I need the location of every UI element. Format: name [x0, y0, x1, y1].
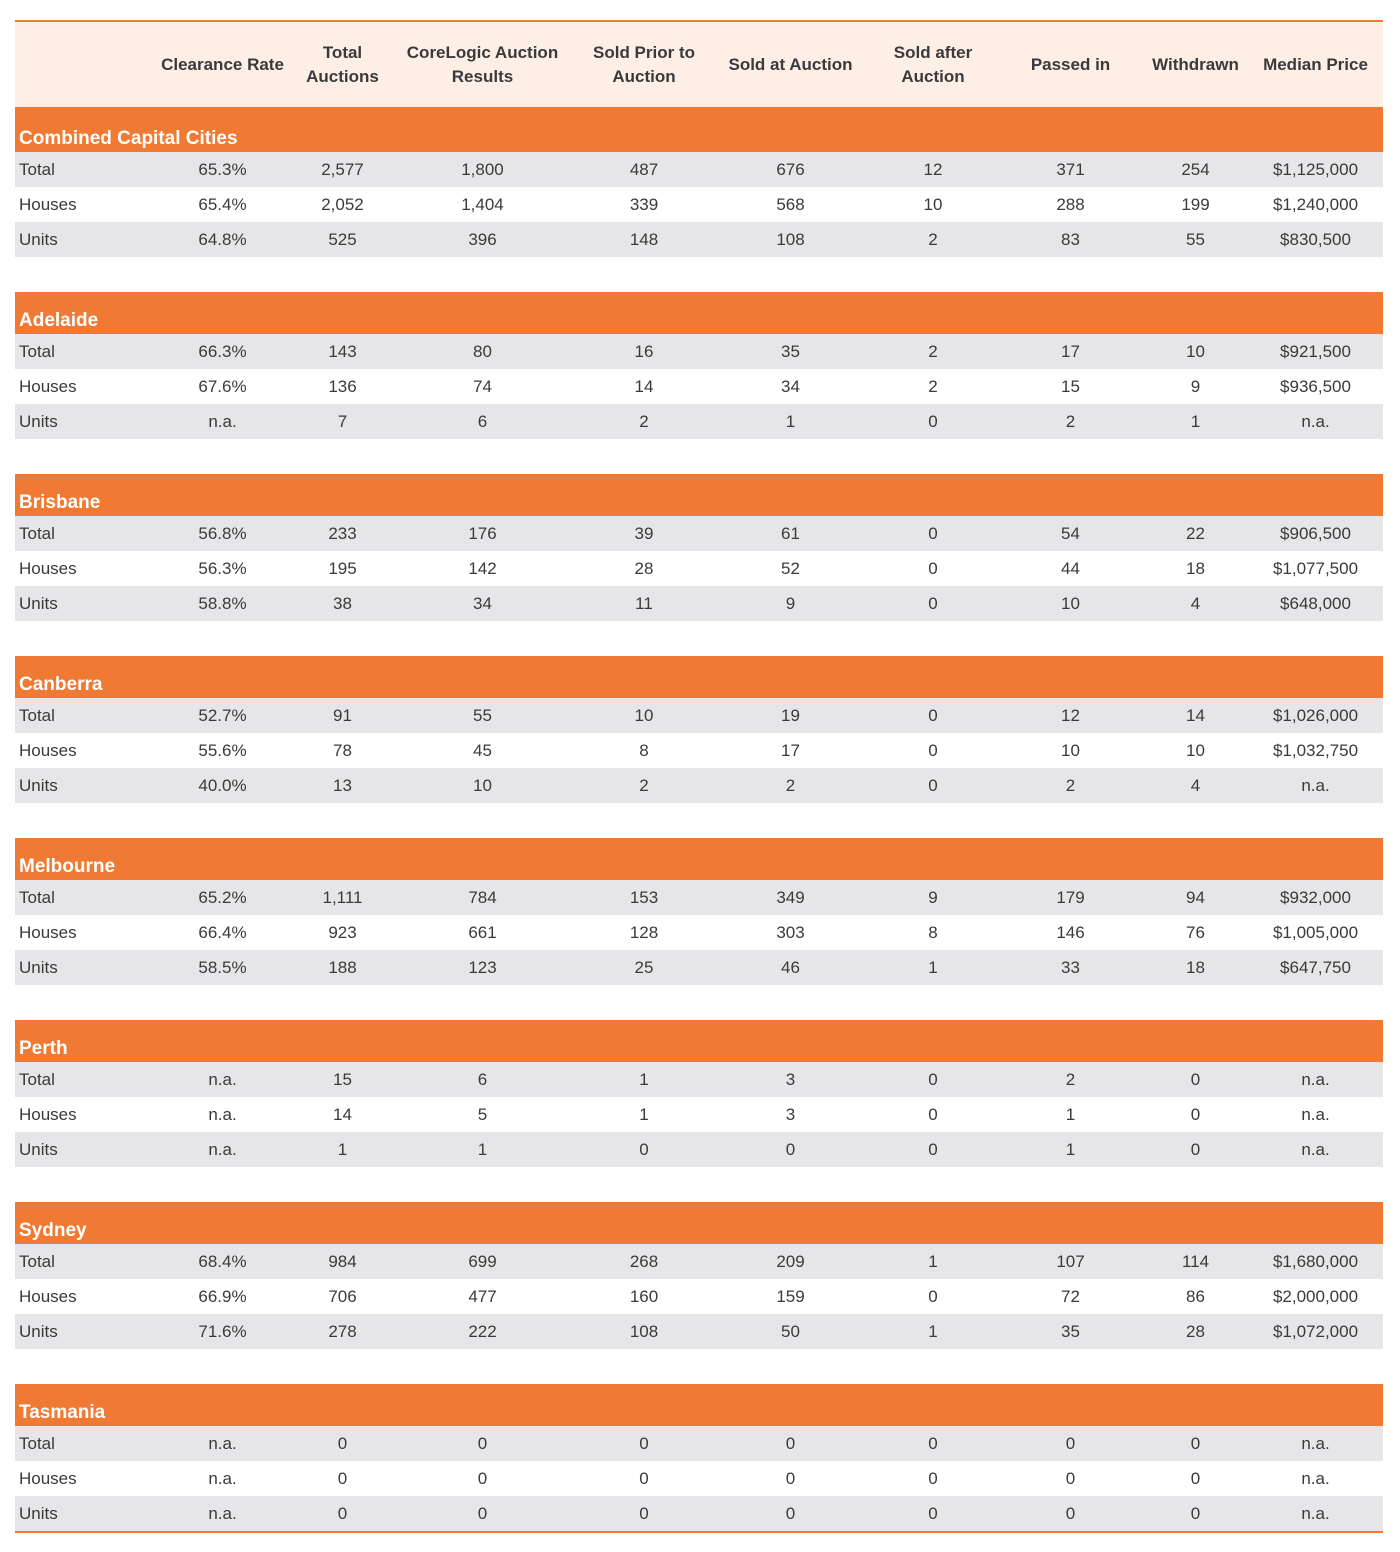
table-row [15, 1244, 1383, 1279]
table-cell: 0 [928, 1069, 938, 1089]
table-row [15, 880, 1383, 915]
table-cell: $1,240,000 [1272, 194, 1359, 214]
table-cell: 188 [328, 957, 357, 977]
table-cell: 0 [477, 1433, 488, 1453]
table-cell: 0 [1065, 1503, 1076, 1523]
table-cell: 0 [639, 1468, 649, 1488]
table-cell: 55.6% [198, 740, 247, 760]
table-cell: 4 [1190, 775, 1201, 795]
table-cell: 17 [781, 740, 800, 760]
table-cell: 15 [1061, 376, 1080, 396]
table-cell: n.a. [208, 1468, 237, 1488]
row-label: Total [19, 1251, 55, 1271]
table-cell: n.a. [208, 1433, 237, 1453]
table-cell: 128 [629, 922, 659, 942]
table-cell: 55 [1186, 229, 1205, 249]
table-cell: 0 [337, 1433, 348, 1453]
table-cell: 16 [634, 341, 654, 361]
table-cell: 2 [1065, 1069, 1076, 1089]
table-cell: 8 [639, 740, 649, 760]
table-row [15, 1279, 1383, 1314]
row-label: Units [19, 411, 58, 431]
table-row [15, 698, 1383, 733]
table-cell: 108 [629, 1321, 659, 1341]
section-title: Adelaide [15, 292, 1383, 334]
table-cell: 487 [629, 159, 659, 179]
table-cell: 64.8% [198, 229, 247, 249]
table-cell: 568 [776, 194, 805, 214]
table-cell: n.a. [208, 411, 237, 431]
table-cell: 66.3% [198, 341, 247, 361]
table-row [15, 1496, 1383, 1531]
table-cell: 0 [1190, 1433, 1201, 1453]
table-cell: 17 [1061, 341, 1080, 361]
table-cell: 699 [468, 1251, 497, 1271]
table-cell: $1,077,500 [1272, 558, 1359, 578]
section-title: Sydney [15, 1202, 1383, 1244]
table-cell: 176 [468, 523, 497, 543]
row-label: Total [19, 341, 55, 361]
table-cell: n.a. [208, 1503, 237, 1523]
row-label: Units [19, 1503, 58, 1523]
header-cell-sold-at-auction: Sold at Auction [728, 54, 853, 74]
table-cell: 14 [1186, 705, 1205, 725]
table-cell: 12 [923, 159, 943, 179]
table-cell: 2 [928, 376, 938, 396]
table-cell: 706 [328, 1286, 357, 1306]
table-cell: 56.3% [198, 558, 247, 578]
table-cell: 0 [477, 1468, 488, 1488]
table-cell: $1,680,000 [1272, 1251, 1359, 1271]
table-cell: 0 [1190, 1503, 1201, 1523]
table-row [15, 1314, 1383, 1349]
header-cell-corelogic-results: CoreLogic Auction Results [406, 42, 559, 86]
table-cell: 66.9% [198, 1286, 247, 1306]
table-cell: 2 [928, 341, 938, 361]
table-cell: 1,404 [461, 194, 504, 214]
table-cell: 2,577 [321, 159, 364, 179]
table-row [15, 222, 1383, 257]
row-label: Total [19, 1433, 55, 1453]
table-row [15, 1426, 1383, 1461]
table-cell: 0 [1190, 1104, 1201, 1124]
table-cell: 303 [776, 922, 805, 942]
table-cell: 0 [928, 705, 938, 725]
table-cell: $1,032,750 [1272, 740, 1359, 760]
table-cell: 0 [928, 740, 938, 760]
row-label: Total [19, 159, 55, 179]
section-title: Tasmania [15, 1384, 1383, 1426]
table-cell: 14 [634, 376, 654, 396]
table-cell: 0 [785, 1503, 796, 1523]
table-cell: 86 [1186, 1286, 1205, 1306]
table-row [15, 404, 1383, 439]
table-cell: $830,500 [1280, 229, 1351, 249]
table-cell: 22 [1186, 523, 1205, 543]
table-cell: 923 [328, 922, 357, 942]
table-cell: 15 [333, 1069, 352, 1089]
table-cell: 10 [923, 194, 943, 214]
table-cell: 396 [468, 229, 497, 249]
table-cell: 288 [1056, 194, 1085, 214]
table-row [15, 950, 1383, 985]
table-row [15, 915, 1383, 950]
table-cell: 28 [1186, 1321, 1205, 1341]
table-cell: 0 [1065, 1433, 1076, 1453]
table-cell: 0 [928, 523, 938, 543]
table-cell: 148 [629, 229, 659, 249]
table-cell: 1 [928, 1251, 938, 1271]
table-row [15, 551, 1383, 586]
table-cell: 6 [477, 411, 488, 431]
table-cell: n.a. [1301, 411, 1330, 431]
section-gap [15, 621, 1383, 656]
table-cell: 83 [1061, 229, 1080, 249]
section-title: Perth [15, 1020, 1383, 1062]
table-cell: 254 [1181, 159, 1210, 179]
table-cell: 0 [785, 1139, 796, 1159]
section-gap [15, 257, 1383, 292]
table-cell: 268 [629, 1251, 659, 1271]
table-row [15, 1097, 1383, 1132]
table-cell: 33 [1061, 957, 1080, 977]
table-row [15, 768, 1383, 803]
table-cell: $1,005,000 [1272, 922, 1359, 942]
row-label: Units [19, 593, 58, 613]
table-cell: 477 [468, 1286, 497, 1306]
table-cell: 0 [928, 1468, 938, 1488]
table-cell: $936,500 [1280, 376, 1351, 396]
table-cell: 35 [1061, 1321, 1080, 1341]
table-cell: 0 [1065, 1468, 1076, 1488]
table-cell: 1 [785, 411, 796, 431]
table-cell: 136 [328, 376, 357, 396]
table-cell: 39 [634, 523, 654, 543]
table-cell: 0 [928, 1503, 938, 1523]
table-row [15, 1132, 1383, 1167]
table-cell: 8 [928, 922, 938, 942]
table-cell: 2 [928, 229, 938, 249]
section-gap [15, 803, 1383, 838]
auction-results-table [15, 20, 1383, 1533]
table-cell: 0 [928, 775, 938, 795]
table-row [15, 152, 1383, 187]
table-cell: 0 [928, 1139, 938, 1159]
row-label: Total [19, 523, 55, 543]
section-title: Brisbane [15, 474, 1383, 516]
table-cell: 0 [477, 1503, 488, 1523]
table-row [15, 516, 1383, 551]
table-cell: 1 [928, 957, 938, 977]
table-cell: 108 [776, 229, 805, 249]
table-cell: n.a. [1301, 775, 1330, 795]
table-cell: 5 [477, 1104, 488, 1124]
table-cell: n.a. [1301, 1468, 1330, 1488]
table-cell: 195 [328, 558, 357, 578]
table-cell: 2 [639, 411, 649, 431]
table-cell: 46 [781, 957, 800, 977]
table-cell: 1 [928, 1321, 938, 1341]
row-label: Houses [19, 376, 77, 396]
table-cell: 65.4% [198, 194, 247, 214]
table-cell: 2,052 [321, 194, 364, 214]
table-cell: 339 [629, 194, 659, 214]
table-header [15, 22, 1383, 110]
table-cell: 2 [1065, 411, 1076, 431]
table-cell: 7 [337, 411, 348, 431]
table-cell: 2 [639, 775, 649, 795]
table-cell: 91 [333, 705, 352, 725]
table-cell: 67.6% [198, 376, 247, 396]
table-cell: $932,000 [1280, 887, 1351, 907]
table-cell: 9 [1190, 376, 1201, 396]
table-cell: 142 [468, 558, 497, 578]
table-cell: 661 [468, 922, 497, 942]
row-label: Total [19, 1069, 55, 1089]
header-cell-total-auctions: Total Auctions [306, 42, 379, 86]
table-cell: 0 [928, 558, 938, 578]
table-cell: 74 [473, 376, 492, 396]
table-cell: $1,125,000 [1272, 159, 1359, 179]
table-cell: n.a. [1301, 1433, 1330, 1453]
header-cell-withdrawn: Withdrawn [1152, 54, 1239, 74]
table-cell: 28 [634, 558, 654, 578]
table-cell: 160 [629, 1286, 659, 1306]
table-cell: 94 [1186, 887, 1205, 907]
table-cell: $906,500 [1280, 523, 1351, 543]
table-cell: 3 [785, 1104, 796, 1124]
table-cell: 76 [1186, 922, 1205, 942]
table-cell: 0 [928, 593, 938, 613]
table-cell: 65.2% [198, 887, 247, 907]
row-label: Units [19, 1321, 58, 1341]
table-cell: 209 [776, 1251, 805, 1271]
table-cell: 0 [785, 1433, 796, 1453]
table-cell: 0 [785, 1468, 796, 1488]
row-label: Houses [19, 740, 77, 760]
table-cell: 40.0% [198, 775, 247, 795]
table-cell: 159 [776, 1286, 805, 1306]
table-cell: 1 [1065, 1104, 1076, 1124]
table-cell: 10 [473, 775, 492, 795]
row-label: Total [19, 705, 55, 725]
table-cell: n.a. [208, 1139, 237, 1159]
table-cell: 13 [333, 775, 352, 795]
table-row [15, 369, 1383, 404]
table-row [15, 187, 1383, 222]
table-cell: n.a. [1301, 1503, 1330, 1523]
table-row [15, 334, 1383, 369]
section-gap [15, 1349, 1383, 1384]
table-cell: 278 [328, 1321, 357, 1341]
table-cell: n.a. [1301, 1104, 1330, 1124]
table-cell: 2 [1065, 775, 1076, 795]
table-cell: 1 [639, 1104, 649, 1124]
table-cell: 65.3% [198, 159, 247, 179]
table-cell: n.a. [208, 1069, 237, 1089]
table-cell: 784 [468, 887, 497, 907]
table-cell: 1 [639, 1069, 649, 1089]
header-cell-sold-prior: Sold Prior to Auction [593, 42, 695, 86]
table-cell: n.a. [208, 1104, 237, 1124]
row-label: Houses [19, 1286, 77, 1306]
row-label: Houses [19, 1104, 77, 1124]
table-cell: $648,000 [1280, 593, 1351, 613]
table-cell: 1 [1065, 1139, 1076, 1159]
table-row [15, 1461, 1383, 1496]
row-label: Units [19, 957, 58, 977]
table-cell: 35 [781, 341, 800, 361]
table-cell: 1 [1190, 411, 1201, 431]
section-gap [15, 1167, 1383, 1202]
table-cell: 68.4% [198, 1251, 247, 1271]
section-title: Melbourne [15, 838, 1383, 880]
table-cell: 38 [333, 593, 352, 613]
table-cell: 0 [928, 411, 938, 431]
row-label: Units [19, 1139, 58, 1159]
table-cell: 1,800 [461, 159, 504, 179]
row-label: Houses [19, 1468, 77, 1488]
table-cell: 0 [928, 1286, 938, 1306]
table-cell: 0 [639, 1503, 649, 1523]
table-cell: 50 [781, 1321, 800, 1341]
table-cell: 80 [473, 341, 492, 361]
table-cell: 19 [781, 705, 800, 725]
table-cell: 0 [337, 1503, 348, 1523]
table-cell: 676 [776, 159, 805, 179]
header-cell-sold-after: Sold after Auction [893, 42, 973, 86]
table-cell: 52.7% [198, 705, 247, 725]
table-bottom-rule [15, 1531, 1383, 1533]
row-label: Houses [19, 558, 77, 578]
table-cell: 34 [473, 593, 492, 613]
table-cell: 984 [328, 1251, 357, 1271]
header-cell-median-price: Median Price [1263, 54, 1368, 74]
table-cell: 3 [785, 1069, 796, 1089]
table-cell: n.a. [1301, 1139, 1330, 1159]
table-cell: 54 [1061, 523, 1080, 543]
table-cell: 123 [468, 957, 497, 977]
table-row [15, 586, 1383, 621]
table-cell: 0 [337, 1468, 348, 1488]
table-cell: 349 [776, 887, 805, 907]
table-cell: 0 [1190, 1468, 1201, 1488]
table-cell: n.a. [1301, 1069, 1330, 1089]
table-cell: 52 [781, 558, 800, 578]
table-cell: 199 [1181, 194, 1210, 214]
table-cell: 0 [639, 1433, 649, 1453]
table-cell: 179 [1056, 887, 1085, 907]
table-cell: 525 [328, 229, 357, 249]
table-cell: 10 [1186, 740, 1205, 760]
table-cell: $647,750 [1280, 957, 1351, 977]
table-cell: 10 [1186, 341, 1205, 361]
table-cell: 11 [635, 593, 653, 613]
table-cell: $2,000,000 [1272, 1286, 1359, 1306]
table-cell: 45 [473, 740, 492, 760]
table-cell: 56.8% [198, 523, 247, 543]
table-cell: 14 [333, 1104, 352, 1124]
table-cell: 55 [473, 705, 492, 725]
table-cell: 66.4% [198, 922, 247, 942]
table-cell: 61 [781, 523, 800, 543]
table-cell: 72 [1061, 1286, 1080, 1306]
table-cell: 371 [1056, 159, 1085, 179]
table-cell: 18 [1186, 957, 1205, 977]
table-cell: $1,072,000 [1272, 1321, 1359, 1341]
table-cell: 0 [1190, 1139, 1201, 1159]
row-label: Houses [19, 922, 77, 942]
header-cell-passed-in: Passed in [1030, 54, 1111, 74]
table-cell: 153 [629, 887, 659, 907]
table-body [15, 110, 1383, 1531]
table-cell: 10 [1061, 593, 1080, 613]
table-cell: 1 [337, 1139, 348, 1159]
table-cell: 12 [1061, 705, 1080, 725]
table-cell: 0 [639, 1139, 649, 1159]
table-cell: 58.8% [198, 593, 247, 613]
table-row [15, 733, 1383, 768]
table-cell: 233 [328, 523, 357, 543]
row-label: Houses [19, 194, 77, 214]
section-gap [15, 439, 1383, 474]
section-title: Canberra [15, 656, 1383, 698]
table-cell: 25 [634, 957, 654, 977]
table-cell: 0 [928, 1104, 938, 1124]
table-cell: 1 [477, 1139, 488, 1159]
table-cell: 0 [1190, 1069, 1201, 1089]
table-cell: 222 [468, 1321, 497, 1341]
table-cell: 10 [634, 705, 654, 725]
row-label: Units [19, 229, 58, 249]
table-cell: 146 [1056, 922, 1085, 942]
table-cell: 114 [1181, 1251, 1210, 1271]
table-cell: 9 [928, 887, 938, 907]
section-gap [15, 985, 1383, 1020]
table-cell: 44 [1061, 558, 1080, 578]
table-cell: $921,500 [1280, 341, 1351, 361]
table-cell: 78 [333, 740, 352, 760]
table-cell: 0 [928, 1433, 938, 1453]
table-cell: 34 [781, 376, 800, 396]
table-cell: 107 [1056, 1251, 1085, 1271]
table-cell: 10 [1061, 740, 1080, 760]
table-cell: 1,111 [322, 887, 363, 907]
table-row [15, 1062, 1383, 1097]
header-cell-clearance-rate: Clearance Rate [161, 54, 284, 74]
table-cell: 4 [1190, 593, 1201, 613]
table-cell: 9 [785, 593, 796, 613]
section-title: Combined Capital Cities [15, 110, 1383, 152]
table-cell: 143 [328, 341, 357, 361]
table-cell: 18 [1186, 558, 1205, 578]
table-cell: 6 [477, 1069, 488, 1089]
row-label: Total [19, 887, 55, 907]
row-label: Units [19, 775, 58, 795]
table-cell: 71.6% [198, 1321, 247, 1341]
table-cell: $1,026,000 [1272, 705, 1359, 725]
table-cell: 58.5% [198, 957, 247, 977]
table-cell: 2 [785, 775, 796, 795]
